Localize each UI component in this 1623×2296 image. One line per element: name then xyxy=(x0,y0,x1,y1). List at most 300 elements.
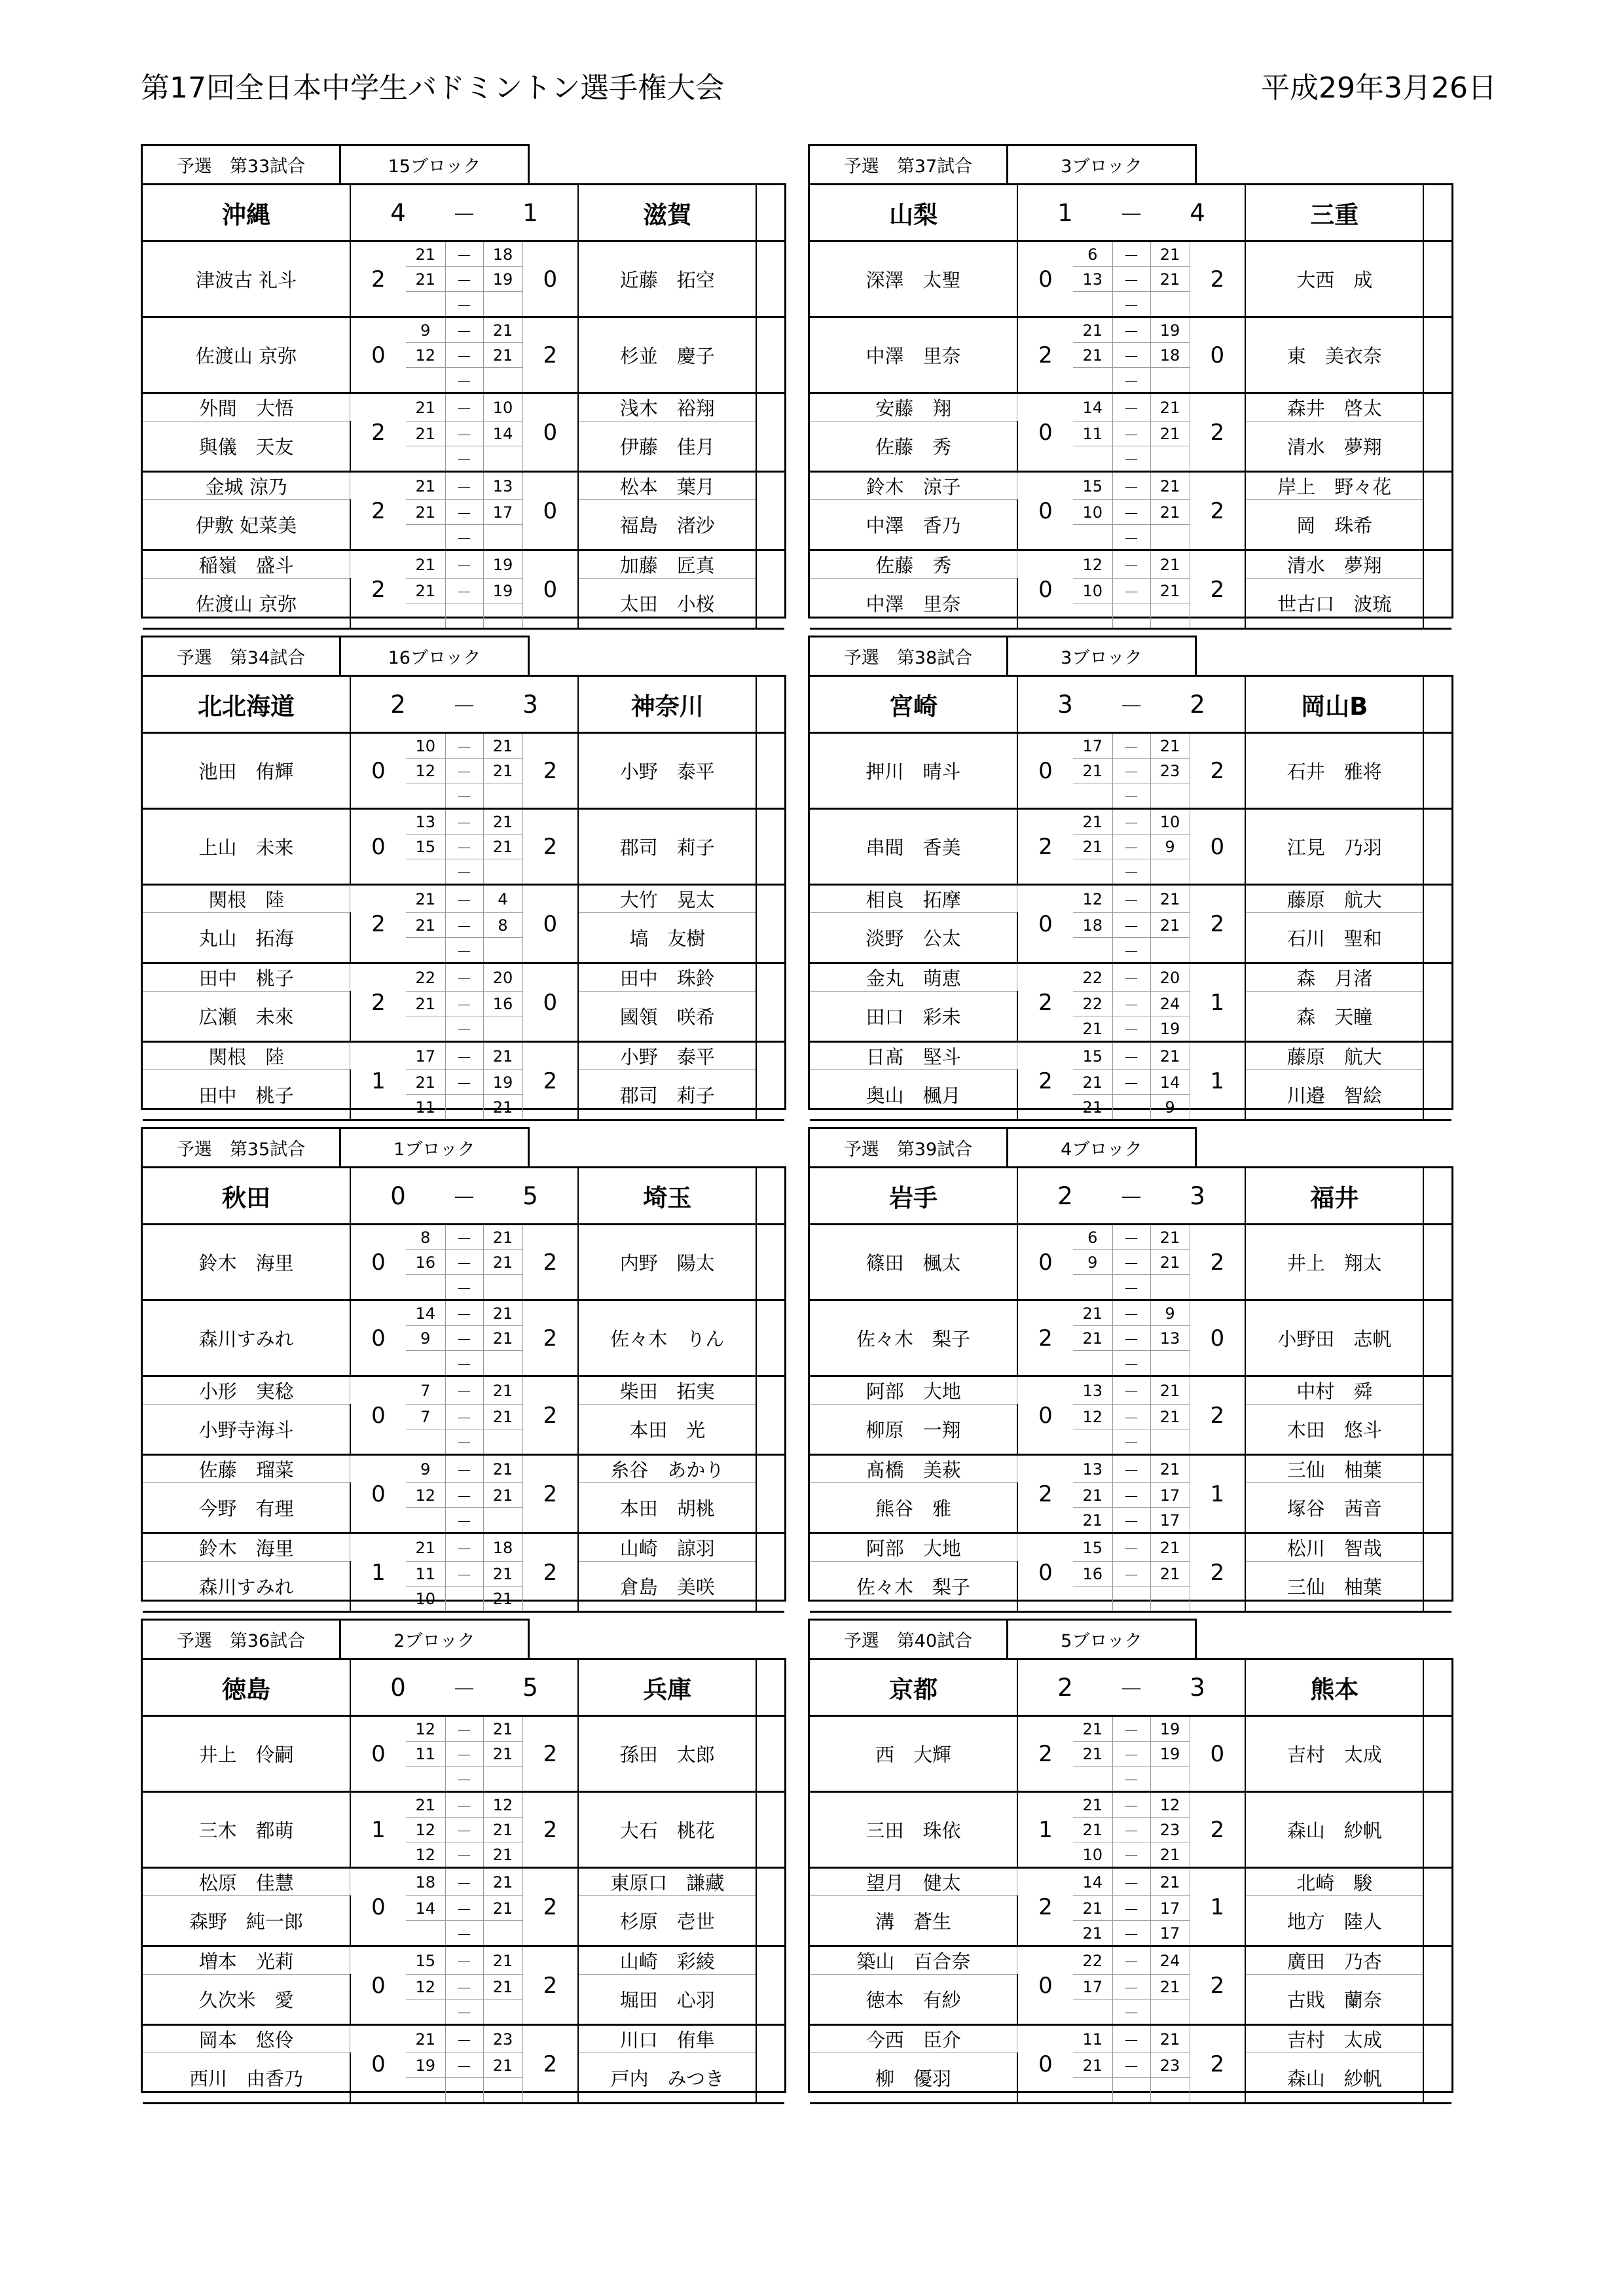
games-won-a: 2 xyxy=(350,393,406,472)
set-score-a: 7 xyxy=(406,1405,445,1429)
set-score-a xyxy=(1073,446,1112,472)
team-a-score: 3 xyxy=(1017,677,1112,733)
match-card xyxy=(141,1619,786,2101)
game-row xyxy=(143,1716,784,1742)
player-b: 内野 陽太 xyxy=(578,1225,756,1300)
set-score-b: 21 xyxy=(483,1946,522,1975)
set-separator: － xyxy=(1112,1716,1150,1742)
player-b: 井上 翔太 xyxy=(1245,1225,1423,1300)
set-score-b: 21 xyxy=(483,1868,522,1896)
games-won-b: 2 xyxy=(522,1300,578,1376)
set-separator: － xyxy=(1112,963,1150,992)
set-score-a: 21 xyxy=(1073,809,1112,834)
games-won-b: 0 xyxy=(1190,809,1245,885)
set-separator: － xyxy=(445,446,483,472)
team-b-name: 三重 xyxy=(1245,185,1423,242)
player-b2: 木田 悠斗 xyxy=(1245,1405,1423,1455)
set-score-a: 12 xyxy=(406,1716,445,1742)
games-won-b: 2 xyxy=(1190,733,1245,809)
games-won-b: 1 xyxy=(1190,1455,1245,1534)
set-separator: － xyxy=(445,759,483,783)
set-separator: － xyxy=(1112,1405,1150,1429)
set-score-b xyxy=(1150,2078,1190,2104)
set-separator: － xyxy=(445,2000,483,2025)
player-b: 東 美衣奈 xyxy=(1245,317,1423,393)
team-b-score: 1 xyxy=(483,185,578,242)
games-won-b: 2 xyxy=(522,1868,578,1946)
set-score-a: 21 xyxy=(406,242,445,267)
set-score-b: 21 xyxy=(483,1716,522,1742)
player-b2: 倉島 美咲 xyxy=(578,1562,756,1612)
round-label: 予選 第33試合 xyxy=(141,144,341,183)
games-won-b: 1 xyxy=(1190,963,1245,1042)
set-score-a xyxy=(406,1767,445,1792)
score-separator: － xyxy=(445,1660,483,1716)
set-score-a: 9 xyxy=(406,1455,445,1483)
games-won-a: 0 xyxy=(1017,242,1073,317)
set-separator: － xyxy=(1112,938,1150,963)
player-b2: 世古口 波琉 xyxy=(1245,579,1423,629)
set-separator: － xyxy=(1112,1818,1150,1842)
block-label: 3ブロック xyxy=(1008,144,1197,183)
set-score-a: 8 xyxy=(406,1225,445,1250)
set-score-a: 11 xyxy=(1073,2025,1112,2053)
player-a2: 今野 有理 xyxy=(143,1483,350,1534)
set-separator: － xyxy=(1112,859,1150,885)
set-score-b: 17 xyxy=(1150,1508,1190,1534)
game-row xyxy=(143,1042,784,1070)
set-score-b xyxy=(1150,1429,1190,1455)
player-b2: 森山 紗帆 xyxy=(1245,2053,1423,2104)
set-separator: － xyxy=(1112,1921,1150,1946)
set-separator: － xyxy=(1112,500,1150,525)
set-separator: － xyxy=(445,1376,483,1405)
game-row xyxy=(810,1405,1451,1429)
match-card xyxy=(141,1127,786,1609)
set-score-b xyxy=(483,1016,522,1042)
score-board xyxy=(141,1166,786,1609)
player-a2: 柳 優羽 xyxy=(810,2053,1017,2104)
player-b2: 本田 胡桃 xyxy=(578,1483,756,1534)
player-a: 鈴木 海里 xyxy=(143,1225,350,1300)
player-b1: 松川 智哉 xyxy=(1245,1534,1423,1562)
games-won-b: 0 xyxy=(522,393,578,472)
set-separator: － xyxy=(1112,1975,1150,2000)
score-board xyxy=(141,1658,786,2101)
player-b1: 加藤 匠真 xyxy=(578,550,756,579)
set-score-b: 17 xyxy=(1150,1896,1190,1921)
set-score-b: 21 xyxy=(483,2053,522,2078)
player-b2: 清水 夢翔 xyxy=(1245,422,1423,472)
player-a1: 田中 桃子 xyxy=(143,963,350,992)
round-label: 予選 第35試合 xyxy=(141,1127,341,1166)
player-a1: 佐藤 秀 xyxy=(810,550,1017,579)
player-a1: 鈴木 涼子 xyxy=(810,472,1017,500)
games-won-b: 2 xyxy=(522,1042,578,1121)
set-score-b: 12 xyxy=(1150,1792,1190,1818)
set-score-b xyxy=(483,783,522,809)
set-score-b: 21 xyxy=(1150,393,1190,422)
game-row xyxy=(143,500,784,525)
games-won-b: 0 xyxy=(1190,1300,1245,1376)
set-score-b: 21 xyxy=(1150,472,1190,500)
set-score-b: 14 xyxy=(483,422,522,446)
games-won-a: 2 xyxy=(1017,809,1073,885)
game-row xyxy=(810,733,1451,759)
set-separator: － xyxy=(1112,834,1150,859)
set-score-b xyxy=(1150,2000,1190,2025)
games-won-b: 2 xyxy=(522,1376,578,1455)
set-score-a: 21 xyxy=(1073,1792,1112,1818)
game-row xyxy=(143,1405,784,1429)
set-score-a: 21 xyxy=(406,2025,445,2053)
player-a: 津波古 礼斗 xyxy=(143,242,350,317)
set-separator: － xyxy=(445,938,483,963)
set-separator: － xyxy=(445,783,483,809)
set-separator: － xyxy=(445,1326,483,1351)
game-row xyxy=(810,992,1451,1016)
set-separator: － xyxy=(1112,2000,1150,2025)
set-separator: － xyxy=(445,1455,483,1483)
set-score-b: 10 xyxy=(1150,809,1190,834)
team-b-score: 3 xyxy=(1150,1660,1245,1716)
player-b: 小野田 志帆 xyxy=(1245,1300,1423,1376)
team-a-score: 4 xyxy=(350,185,445,242)
player-b: 大西 成 xyxy=(1245,242,1423,317)
set-separator: － xyxy=(1112,393,1150,422)
set-score-b: 23 xyxy=(1150,2053,1190,2078)
game-row xyxy=(810,1483,1451,1508)
games-won-b: 2 xyxy=(1190,885,1245,963)
game-row xyxy=(810,2053,1451,2078)
player-a1: 金丸 萌恵 xyxy=(810,963,1017,992)
team-header-row xyxy=(810,1660,1451,1716)
set-score-a xyxy=(406,446,445,472)
player-a1: 関根 陸 xyxy=(143,1042,350,1070)
games-won-a: 1 xyxy=(350,1534,406,1612)
set-score-b: 10 xyxy=(483,393,522,422)
game-row xyxy=(810,579,1451,603)
set-score-b: 21 xyxy=(1150,1975,1190,2000)
set-score-a: 21 xyxy=(406,992,445,1016)
game-row xyxy=(143,422,784,446)
set-separator: － xyxy=(445,292,483,317)
player-b2: 杉原 壱世 xyxy=(578,1896,756,1946)
player-b2: 國領 咲希 xyxy=(578,992,756,1042)
set-score-b: 19 xyxy=(483,579,522,603)
team-b-score: 2 xyxy=(1150,677,1245,733)
game-row xyxy=(143,992,784,1016)
set-score-a: 12 xyxy=(1073,550,1112,579)
set-score-b: 21 xyxy=(483,733,522,759)
set-score-b xyxy=(1150,859,1190,885)
game-row xyxy=(810,1716,1451,1742)
player-a2: 佐渡山 京弥 xyxy=(143,579,350,629)
games-won-b: 2 xyxy=(1190,472,1245,550)
player-b2: 塚谷 茜音 xyxy=(1245,1483,1423,1534)
set-separator: － xyxy=(1112,783,1150,809)
set-score-a xyxy=(1073,525,1112,550)
set-score-a xyxy=(1073,859,1112,885)
set-score-b: 21 xyxy=(1150,1534,1190,1562)
set-separator: － xyxy=(445,1946,483,1975)
team-a-name: 徳島 xyxy=(143,1660,350,1716)
game-row xyxy=(143,550,784,579)
set-separator: － xyxy=(445,1070,483,1095)
player-b1: 山崎 諒羽 xyxy=(578,1534,756,1562)
set-score-a xyxy=(406,603,445,629)
set-score-b xyxy=(483,446,522,472)
set-score-a: 12 xyxy=(406,1483,445,1508)
games-won-b: 2 xyxy=(1190,1376,1245,1455)
games-won-b: 1 xyxy=(1190,1042,1245,1121)
set-score-a: 21 xyxy=(1073,1716,1112,1742)
set-score-b: 21 xyxy=(483,317,522,343)
games-won-a: 0 xyxy=(1017,1534,1073,1612)
games-won-a: 0 xyxy=(350,1716,406,1792)
set-separator: － xyxy=(445,1483,483,1508)
player-a2: 田中 桃子 xyxy=(143,1070,350,1121)
set-score-b: 21 xyxy=(483,1587,522,1612)
set-separator: － xyxy=(445,343,483,368)
set-separator: － xyxy=(1112,885,1150,913)
games-won-a: 1 xyxy=(350,1792,406,1868)
player-b1: 浅木 裕翔 xyxy=(578,393,756,422)
match-tabs xyxy=(141,636,786,675)
set-score-b xyxy=(1150,446,1190,472)
set-score-a: 21 xyxy=(406,1070,445,1095)
games-won-b: 0 xyxy=(522,550,578,629)
set-score-b: 21 xyxy=(483,1300,522,1326)
game-row xyxy=(143,242,784,267)
game-row xyxy=(143,1562,784,1587)
team-b-name: 岡山B xyxy=(1245,677,1423,733)
round-label: 予選 第34試合 xyxy=(141,636,341,675)
set-score-a: 21 xyxy=(1073,1896,1112,1921)
set-score-a: 15 xyxy=(1073,1534,1112,1562)
team-header-row xyxy=(810,185,1451,242)
game-row xyxy=(810,1792,1451,1818)
player-b1: 森 月渚 xyxy=(1245,963,1423,992)
set-separator: － xyxy=(445,2053,483,2078)
set-score-a: 11 xyxy=(406,1742,445,1767)
player-a1: 岡本 悠伶 xyxy=(143,2025,350,2053)
set-separator: － xyxy=(1112,1225,1150,1250)
set-separator: － xyxy=(445,1534,483,1562)
set-score-b xyxy=(483,1275,522,1300)
player-a: 三田 珠依 xyxy=(810,1792,1017,1868)
set-score-b: 19 xyxy=(483,267,522,292)
set-score-b: 21 xyxy=(1150,579,1190,603)
set-score-a: 22 xyxy=(1073,992,1112,1016)
set-score-a: 17 xyxy=(1073,733,1112,759)
games-won-a: 2 xyxy=(1017,317,1073,393)
team-a-name: 秋田 xyxy=(143,1168,350,1225)
player-b1: 川口 侑隼 xyxy=(578,2025,756,2053)
set-score-b: 19 xyxy=(483,550,522,579)
set-score-a: 22 xyxy=(406,963,445,992)
set-score-b: 21 xyxy=(483,1483,522,1508)
team-a-score: 2 xyxy=(1017,1168,1112,1225)
games-won-a: 2 xyxy=(350,885,406,963)
set-score-a xyxy=(406,1508,445,1534)
set-score-a: 21 xyxy=(406,267,445,292)
games-won-b: 2 xyxy=(522,1946,578,2025)
set-separator: － xyxy=(1112,1351,1150,1376)
set-score-b: 21 xyxy=(483,1842,522,1868)
player-b1: 田中 珠鈴 xyxy=(578,963,756,992)
set-separator: － xyxy=(1112,809,1150,834)
set-score-a: 18 xyxy=(1073,913,1112,938)
set-score-b: 4 xyxy=(483,885,522,913)
set-score-b: 21 xyxy=(483,343,522,368)
team-b-name: 神奈川 xyxy=(578,677,756,733)
set-score-a: 13 xyxy=(406,809,445,834)
set-score-a xyxy=(1073,603,1112,629)
round-label: 予選 第40試合 xyxy=(808,1619,1008,1658)
set-score-a: 21 xyxy=(406,579,445,603)
games-won-b: 0 xyxy=(522,242,578,317)
set-separator: － xyxy=(1112,1868,1150,1896)
set-score-b: 21 xyxy=(1150,913,1190,938)
game-row xyxy=(810,422,1451,446)
set-score-a xyxy=(406,1429,445,1455)
set-score-a: 21 xyxy=(406,885,445,913)
player-a2: 森野 純一郎 xyxy=(143,1896,350,1946)
games-won-b: 0 xyxy=(522,963,578,1042)
games-won-a: 0 xyxy=(1017,1225,1073,1300)
set-score-a: 19 xyxy=(406,2053,445,2078)
set-separator: － xyxy=(445,472,483,500)
set-score-a: 21 xyxy=(406,913,445,938)
set-score-b xyxy=(483,938,522,963)
set-score-a xyxy=(406,938,445,963)
player-a: 中澤 里奈 xyxy=(810,317,1017,393)
set-score-a: 21 xyxy=(1073,1818,1112,1842)
match-card xyxy=(141,144,786,626)
set-score-b: 21 xyxy=(1150,267,1190,292)
game-row xyxy=(810,242,1451,267)
set-separator: － xyxy=(1112,1508,1150,1534)
set-score-a xyxy=(1073,1767,1112,1792)
event-date: 平成29年3月26日 xyxy=(1261,71,1497,105)
player-b: 森山 紗帆 xyxy=(1245,1792,1423,1868)
round-label: 予選 第38試合 xyxy=(808,636,1008,675)
set-score-a: 6 xyxy=(1073,242,1112,267)
set-separator: － xyxy=(445,1975,483,2000)
set-score-b xyxy=(483,1429,522,1455)
set-separator: － xyxy=(1112,1842,1150,1868)
set-score-a: 10 xyxy=(1073,500,1112,525)
games-won-b: 2 xyxy=(1190,1534,1245,1612)
score-separator: － xyxy=(1112,1660,1150,1716)
set-score-b xyxy=(483,2078,522,2104)
set-score-a xyxy=(1073,1275,1112,1300)
score-board xyxy=(808,183,1453,626)
team-b-score: 5 xyxy=(483,1660,578,1716)
set-score-b: 19 xyxy=(1150,1016,1190,1042)
set-score-a: 13 xyxy=(1073,1455,1112,1483)
set-score-b: 21 xyxy=(1150,1455,1190,1483)
set-score-b xyxy=(483,368,522,393)
set-score-a xyxy=(1073,1429,1112,1455)
player-a1: 外間 大悟 xyxy=(143,393,350,422)
set-score-a: 12 xyxy=(1073,1405,1112,1429)
player-a2: 與儀 天友 xyxy=(143,422,350,472)
set-separator: － xyxy=(1112,2053,1150,2078)
set-separator: － xyxy=(1112,1326,1150,1351)
set-separator: － xyxy=(445,1275,483,1300)
team-a-score: 0 xyxy=(350,1660,445,1716)
set-separator: － xyxy=(1112,1250,1150,1275)
games-won-a: 0 xyxy=(1017,2025,1073,2104)
player-b1: 大竹 晃太 xyxy=(578,885,756,913)
game-row xyxy=(143,963,784,992)
set-score-b: 21 xyxy=(483,1326,522,1351)
player-a1: 髙橋 美萩 xyxy=(810,1455,1017,1483)
set-separator: － xyxy=(445,317,483,343)
player-a2: 小野寺海斗 xyxy=(143,1405,350,1455)
player-a2: 伊敷 妃菜美 xyxy=(143,500,350,550)
set-separator: － xyxy=(445,579,483,603)
game-row xyxy=(810,1896,1451,1921)
set-score-a xyxy=(406,368,445,393)
set-score-a: 12 xyxy=(406,343,445,368)
set-score-b: 18 xyxy=(483,242,522,267)
set-separator: － xyxy=(1112,603,1150,629)
player-a2: 久次米 愛 xyxy=(143,1975,350,2025)
games-won-a: 2 xyxy=(1017,1716,1073,1792)
set-score-b: 21 xyxy=(1150,1376,1190,1405)
player-b1: 藤原 航大 xyxy=(1245,1042,1423,1070)
player-a2: 熊谷 雅 xyxy=(810,1483,1017,1534)
player-b1: 藤原 航大 xyxy=(1245,885,1423,913)
player-a1: 佐藤 瑠菜 xyxy=(143,1455,350,1483)
set-score-a xyxy=(1073,783,1112,809)
player-b2: 福島 渚沙 xyxy=(578,500,756,550)
set-score-a: 21 xyxy=(406,393,445,422)
set-score-b: 21 xyxy=(483,1975,522,2000)
set-score-a: 12 xyxy=(406,1975,445,2000)
game-row xyxy=(810,1225,1451,1250)
set-score-a: 21 xyxy=(406,422,445,446)
player-a: 篠田 楓太 xyxy=(810,1225,1017,1300)
player-b2: 戸内 みつき xyxy=(578,2053,756,2104)
set-score-a: 22 xyxy=(1073,963,1112,992)
set-score-a: 21 xyxy=(1073,1921,1112,1946)
set-score-b xyxy=(483,603,522,629)
set-score-a: 18 xyxy=(406,1868,445,1896)
set-separator: － xyxy=(445,1716,483,1742)
player-b2: 石川 聖和 xyxy=(1245,913,1423,963)
set-separator: － xyxy=(1112,1095,1150,1121)
set-score-b xyxy=(483,2000,522,2025)
set-separator: － xyxy=(1112,368,1150,393)
set-score-a: 21 xyxy=(406,1534,445,1562)
set-separator: － xyxy=(1112,267,1150,292)
game-row xyxy=(810,809,1451,834)
player-b2: 太田 小桜 xyxy=(578,579,756,629)
set-score-b xyxy=(483,1921,522,1946)
game-row xyxy=(143,1070,784,1095)
player-a1: 稲嶺 盛斗 xyxy=(143,550,350,579)
set-score-a: 12 xyxy=(406,759,445,783)
player-b: 石井 雅将 xyxy=(1245,733,1423,809)
score-separator: － xyxy=(1112,1168,1150,1225)
player-a1: 今西 臣介 xyxy=(810,2025,1017,2053)
player-b1: 清水 夢翔 xyxy=(1245,550,1423,579)
score-board xyxy=(141,183,786,626)
